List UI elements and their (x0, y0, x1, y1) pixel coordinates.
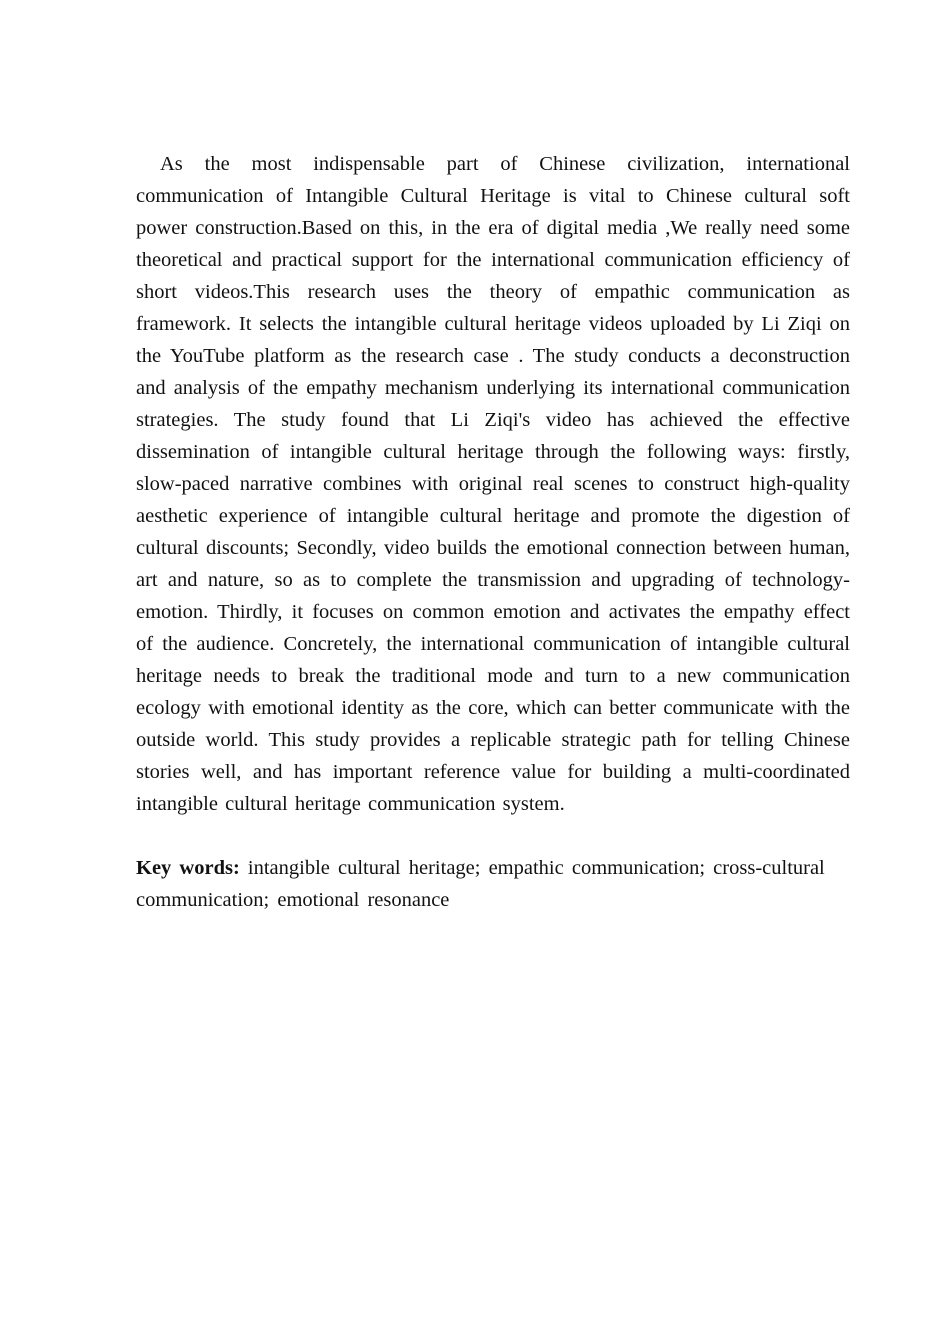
abstract-section (136, 148, 850, 916)
abstract-paragraph: As the most indispensable part of Chinese civilization, international communication of Intangible Cultural Heritage is vital to Chinese cultural soft power construction.Based on this, in the era of digital media ,We really need some theoretical and practical support for the international communication efficiency of short videos.This research uses the theory of empathic communication as framework. It selects the intangible cultural heritage videos uploaded by Li Ziqi on the YouTube platform as the research case . The study conducts a deconstruction and analysis of the empathy mechanism underlying its international communication strategies. The study found that Li Ziqi's video has achieved the effective dissemination of intangible cultural heritage through the following ways: firstly, slow-paced narrative combines with original real scenes to construct high-quality aesthetic experience of intangible cultural heritage and promote the digestion of cultural discounts; Secondly, video builds the emotional connection between human, art and nature, so as to complete the transmission and upgrading of technology-emotion. Thirdly, it focuses on common emotion and activates the empathy effect of the audience. Concretely, the international communication of intangible cultural heritage needs to break the traditional mode and turn to a new communication ecology with emotional identity as the core, which can better communicate with the outside world. This study provides a replicable strategic path for telling Chinese stories well, and has important reference value for building a multi-coordinated intangible cultural heritage communication system. (136, 153, 850, 815)
keywords-text: intangible cultural heritage; empathic communication; cross-cultural communication; emotional resonance (136, 857, 825, 911)
keywords-paragraph (136, 852, 850, 916)
keywords-label: Key words: (136, 857, 240, 879)
